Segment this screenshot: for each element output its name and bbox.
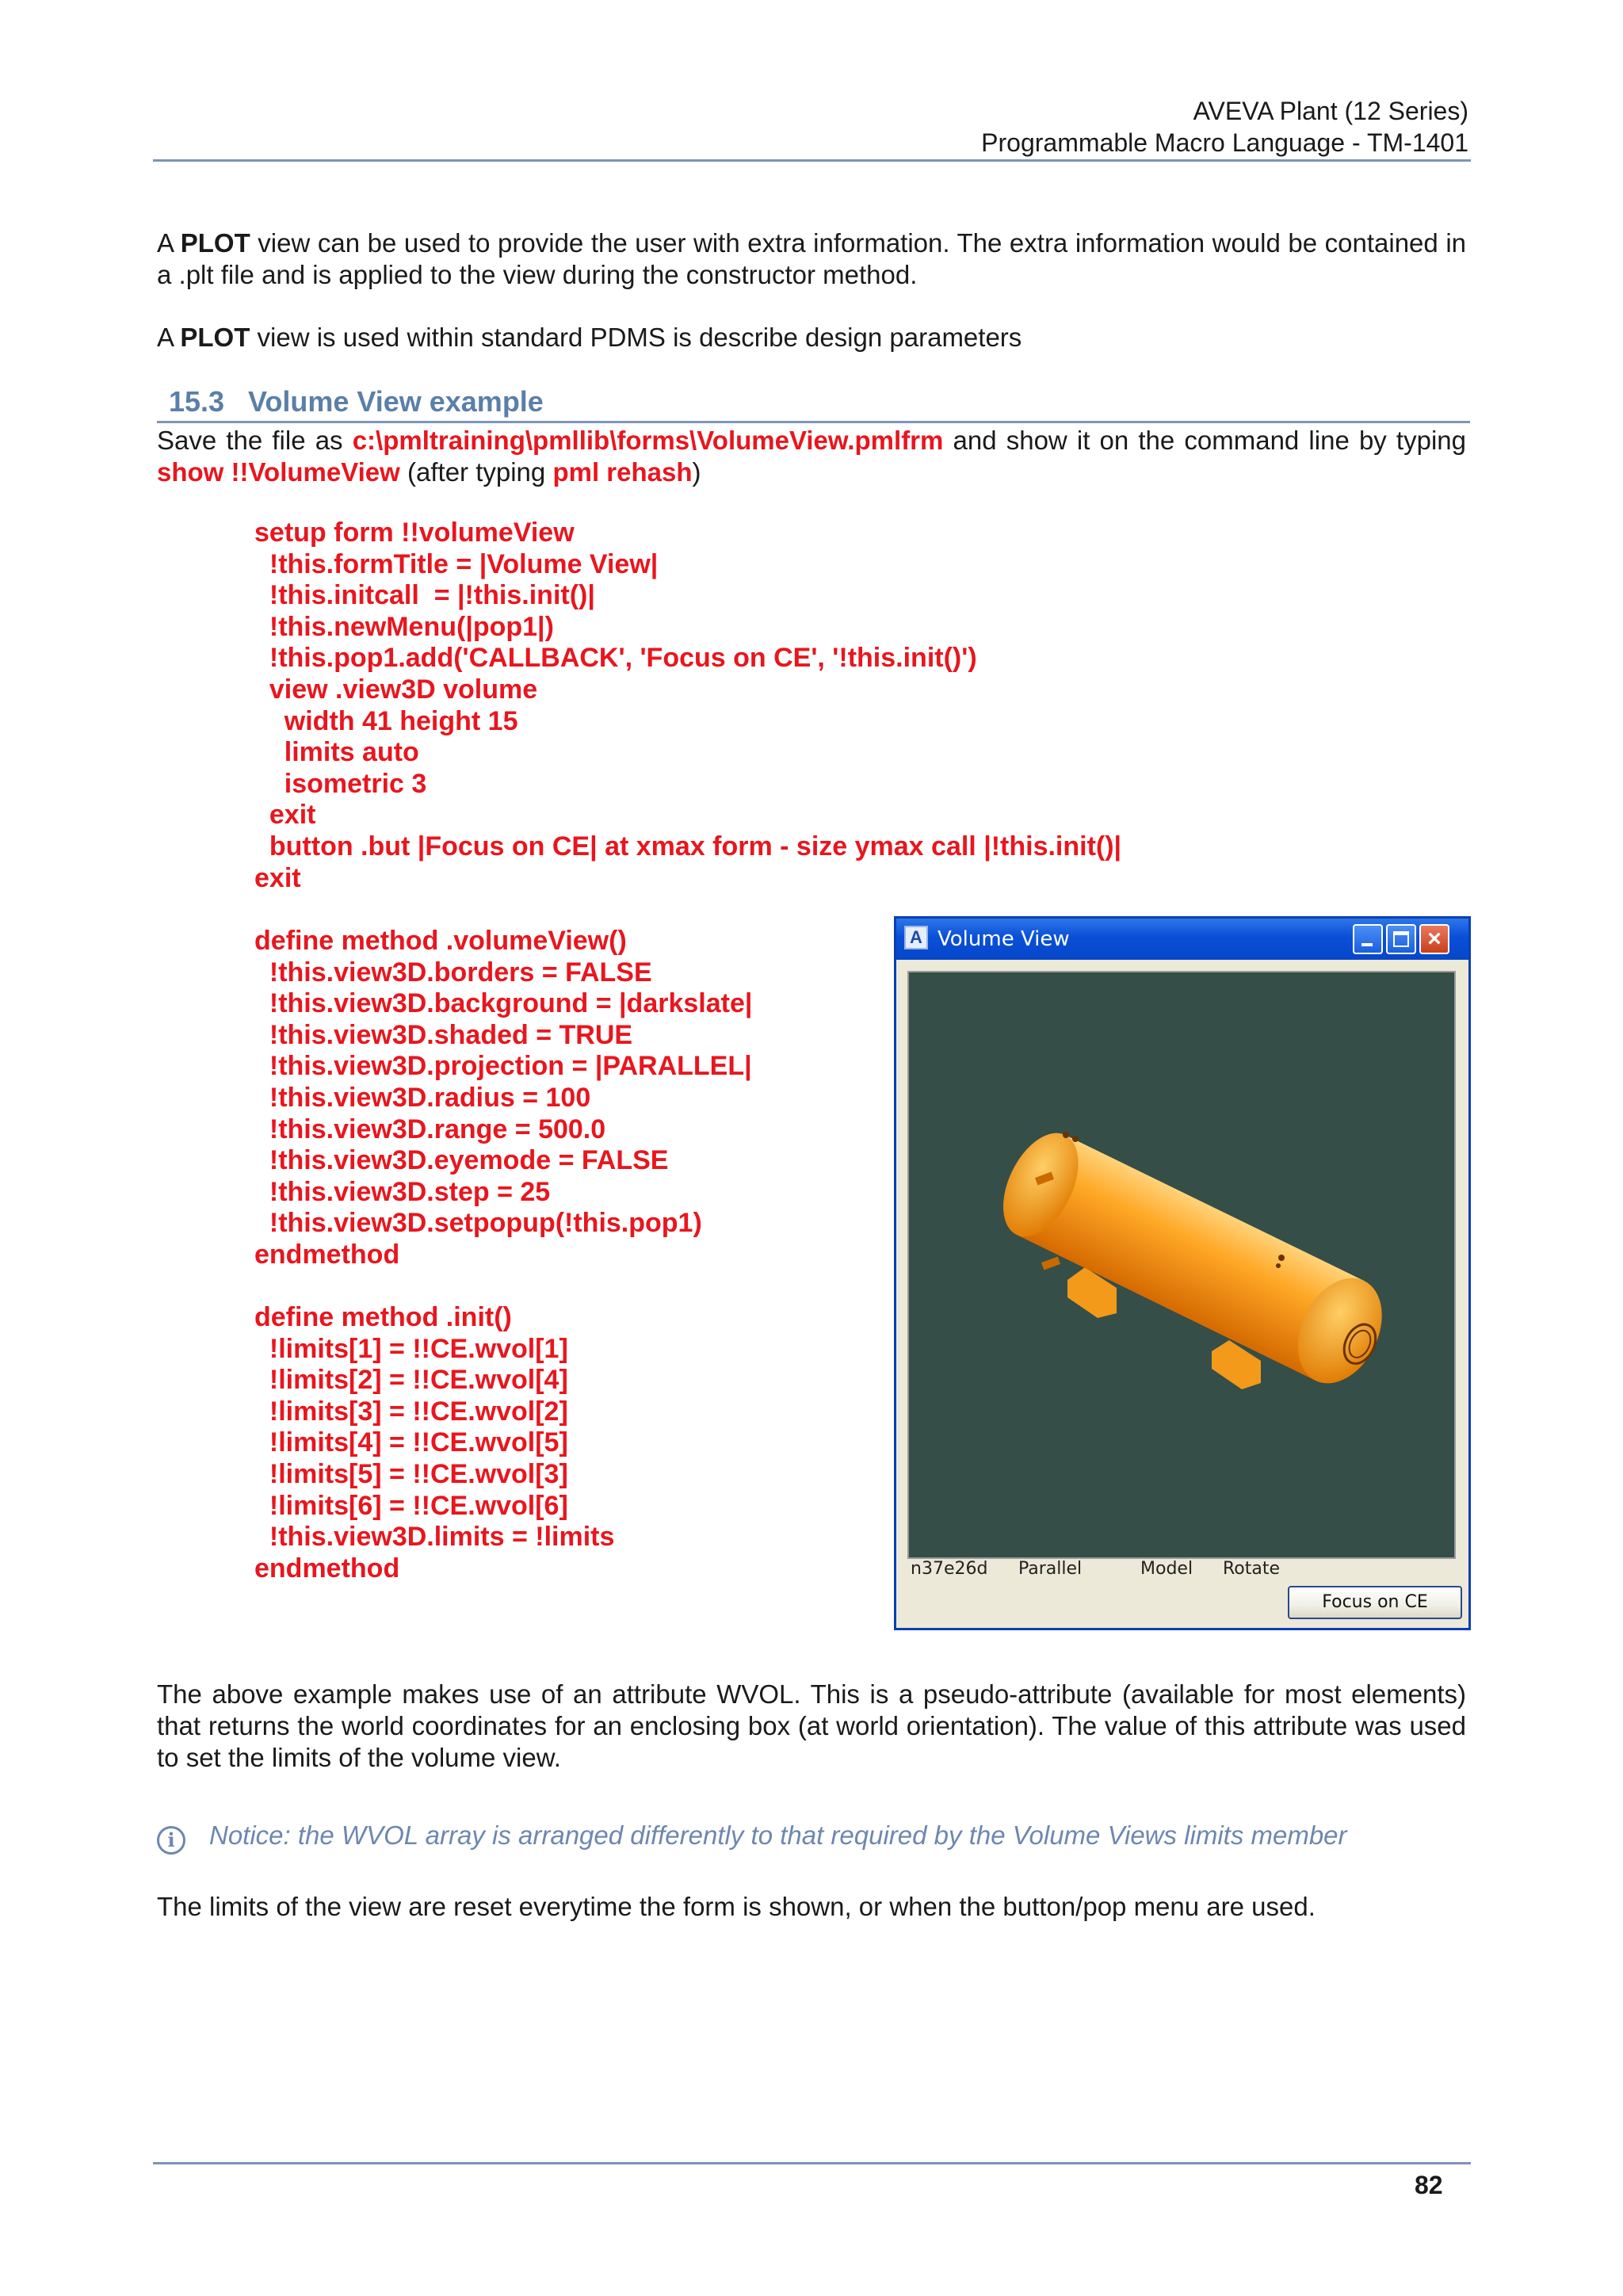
code-constructor-method: define method .volumeView() !this.view3D.borders = FALSE !this.view3D.background = |darkslate| !this.view3D.shaded = TRUE !this.view3D.projection = |PARALLEL| !this.view3D.radius = 100 !this.view3D.range = 500.0 !this.view3D.eyemode = FALSE !this.view3D.step = 25 !this.view3D.setpopup(!this.pop1) endmethod — [254, 926, 753, 1270]
header-product: AVEVA Plant (12 Series) — [1193, 97, 1468, 125]
maximize-icon — [1393, 931, 1409, 947]
status-element: n37e26d — [911, 1559, 988, 1579]
info-icon: i — [157, 1826, 185, 1855]
focus-on-ce-button[interactable]: Focus on CE — [1288, 1586, 1462, 1619]
section-title: Volume View example — [248, 385, 544, 418]
vessel-model — [909, 972, 1454, 1557]
volume-view-window — [894, 916, 1471, 1630]
status-mode: Model — [1140, 1559, 1193, 1579]
minimize-icon — [1361, 943, 1373, 946]
status-action: Rotate — [1223, 1559, 1281, 1579]
code-init-method: define method .init() !limits[1] = !!CE.wvol[1] !limits[2] = !!CE.wvol[4] !limits[3] = !!CE.wvol[2] !limits[4] = !!CE.wvol[5] !limits[5] = !!CE.wvol[3] !limits[6] = !!CE.wvol[6] !this.view3D.limits = !limits endmethod — [254, 1302, 615, 1584]
wvol-paragraph: The above example makes use of an attribute WVOL. This is a pseudo-attribute (available for most elements) that returns the world coordinates for an enclosing box (at world orientation). The value of this attribute was used to set the limits of the volume view. — [157, 1679, 1466, 1772]
section-number: 15.3 — [169, 385, 225, 418]
notice-text: Notice: the WVOL array is arranged differently to that required by the Volume Views limits member — [209, 1820, 1347, 1850]
header-document: Programmable Macro Language - TM-1401 — [981, 128, 1468, 157]
window-title: Volume View — [938, 927, 1070, 951]
code-setup-form: setup form !!volumeView !this.formTitle = |Volume View| !this.initcall = |!this.init()| !this.newMenu(|pop1|) !this.pop1.add('CALLBACK', 'Focus on CE', '!this.init()') view .view3D volume width 41 height 15 limits auto isometric 3 exit button .but |Focus on CE| at xmax form - size ymax call |!this.init()| exit — [254, 518, 1122, 893]
instructions-paragraph: Save the file as c:\pmltraining\pmllib\forms\VolumeView.pmlfrm and show it on the command line by typing show !!VolumeView (after typing pml rehash) — [157, 426, 1466, 487]
intro-paragraph-1: A PLOT view can be used to provide the user with extra information. The extra information would be contained in a .plt file and is applied to the view during the constructor method. — [157, 228, 1466, 289]
nozzle — [1278, 1255, 1285, 1261]
maximize-button[interactable] — [1386, 924, 1416, 954]
vessel-body — [988, 1121, 1399, 1397]
nozzle — [1041, 1257, 1060, 1270]
page-number: 82 — [1415, 2171, 1443, 2199]
close-icon: × — [1427, 926, 1442, 952]
intro-paragraph-2: A PLOT view is used within standard PDMS is describe design parameters — [157, 323, 1022, 352]
section-heading — [169, 384, 544, 419]
notice — [157, 1820, 1466, 1855]
window-titlebar[interactable] — [896, 919, 1468, 960]
limits-reset-paragraph: The limits of the view are reset everytime the form is shown, or when the button/pop menu are used. — [157, 1892, 1316, 1921]
view3d-canvas[interactable] — [907, 971, 1456, 1559]
app-icon: A — [904, 926, 928, 949]
nozzle — [1276, 1263, 1281, 1268]
nozzle — [1063, 1132, 1069, 1138]
section-rule — [157, 421, 1470, 423]
footer-rule — [153, 2162, 1471, 2164]
status-projection: Parallel — [1018, 1559, 1083, 1579]
close-button[interactable] — [1419, 924, 1449, 954]
minimize-button[interactable] — [1353, 924, 1383, 954]
nozzle — [1072, 1136, 1079, 1142]
header-rule — [153, 159, 1471, 162]
